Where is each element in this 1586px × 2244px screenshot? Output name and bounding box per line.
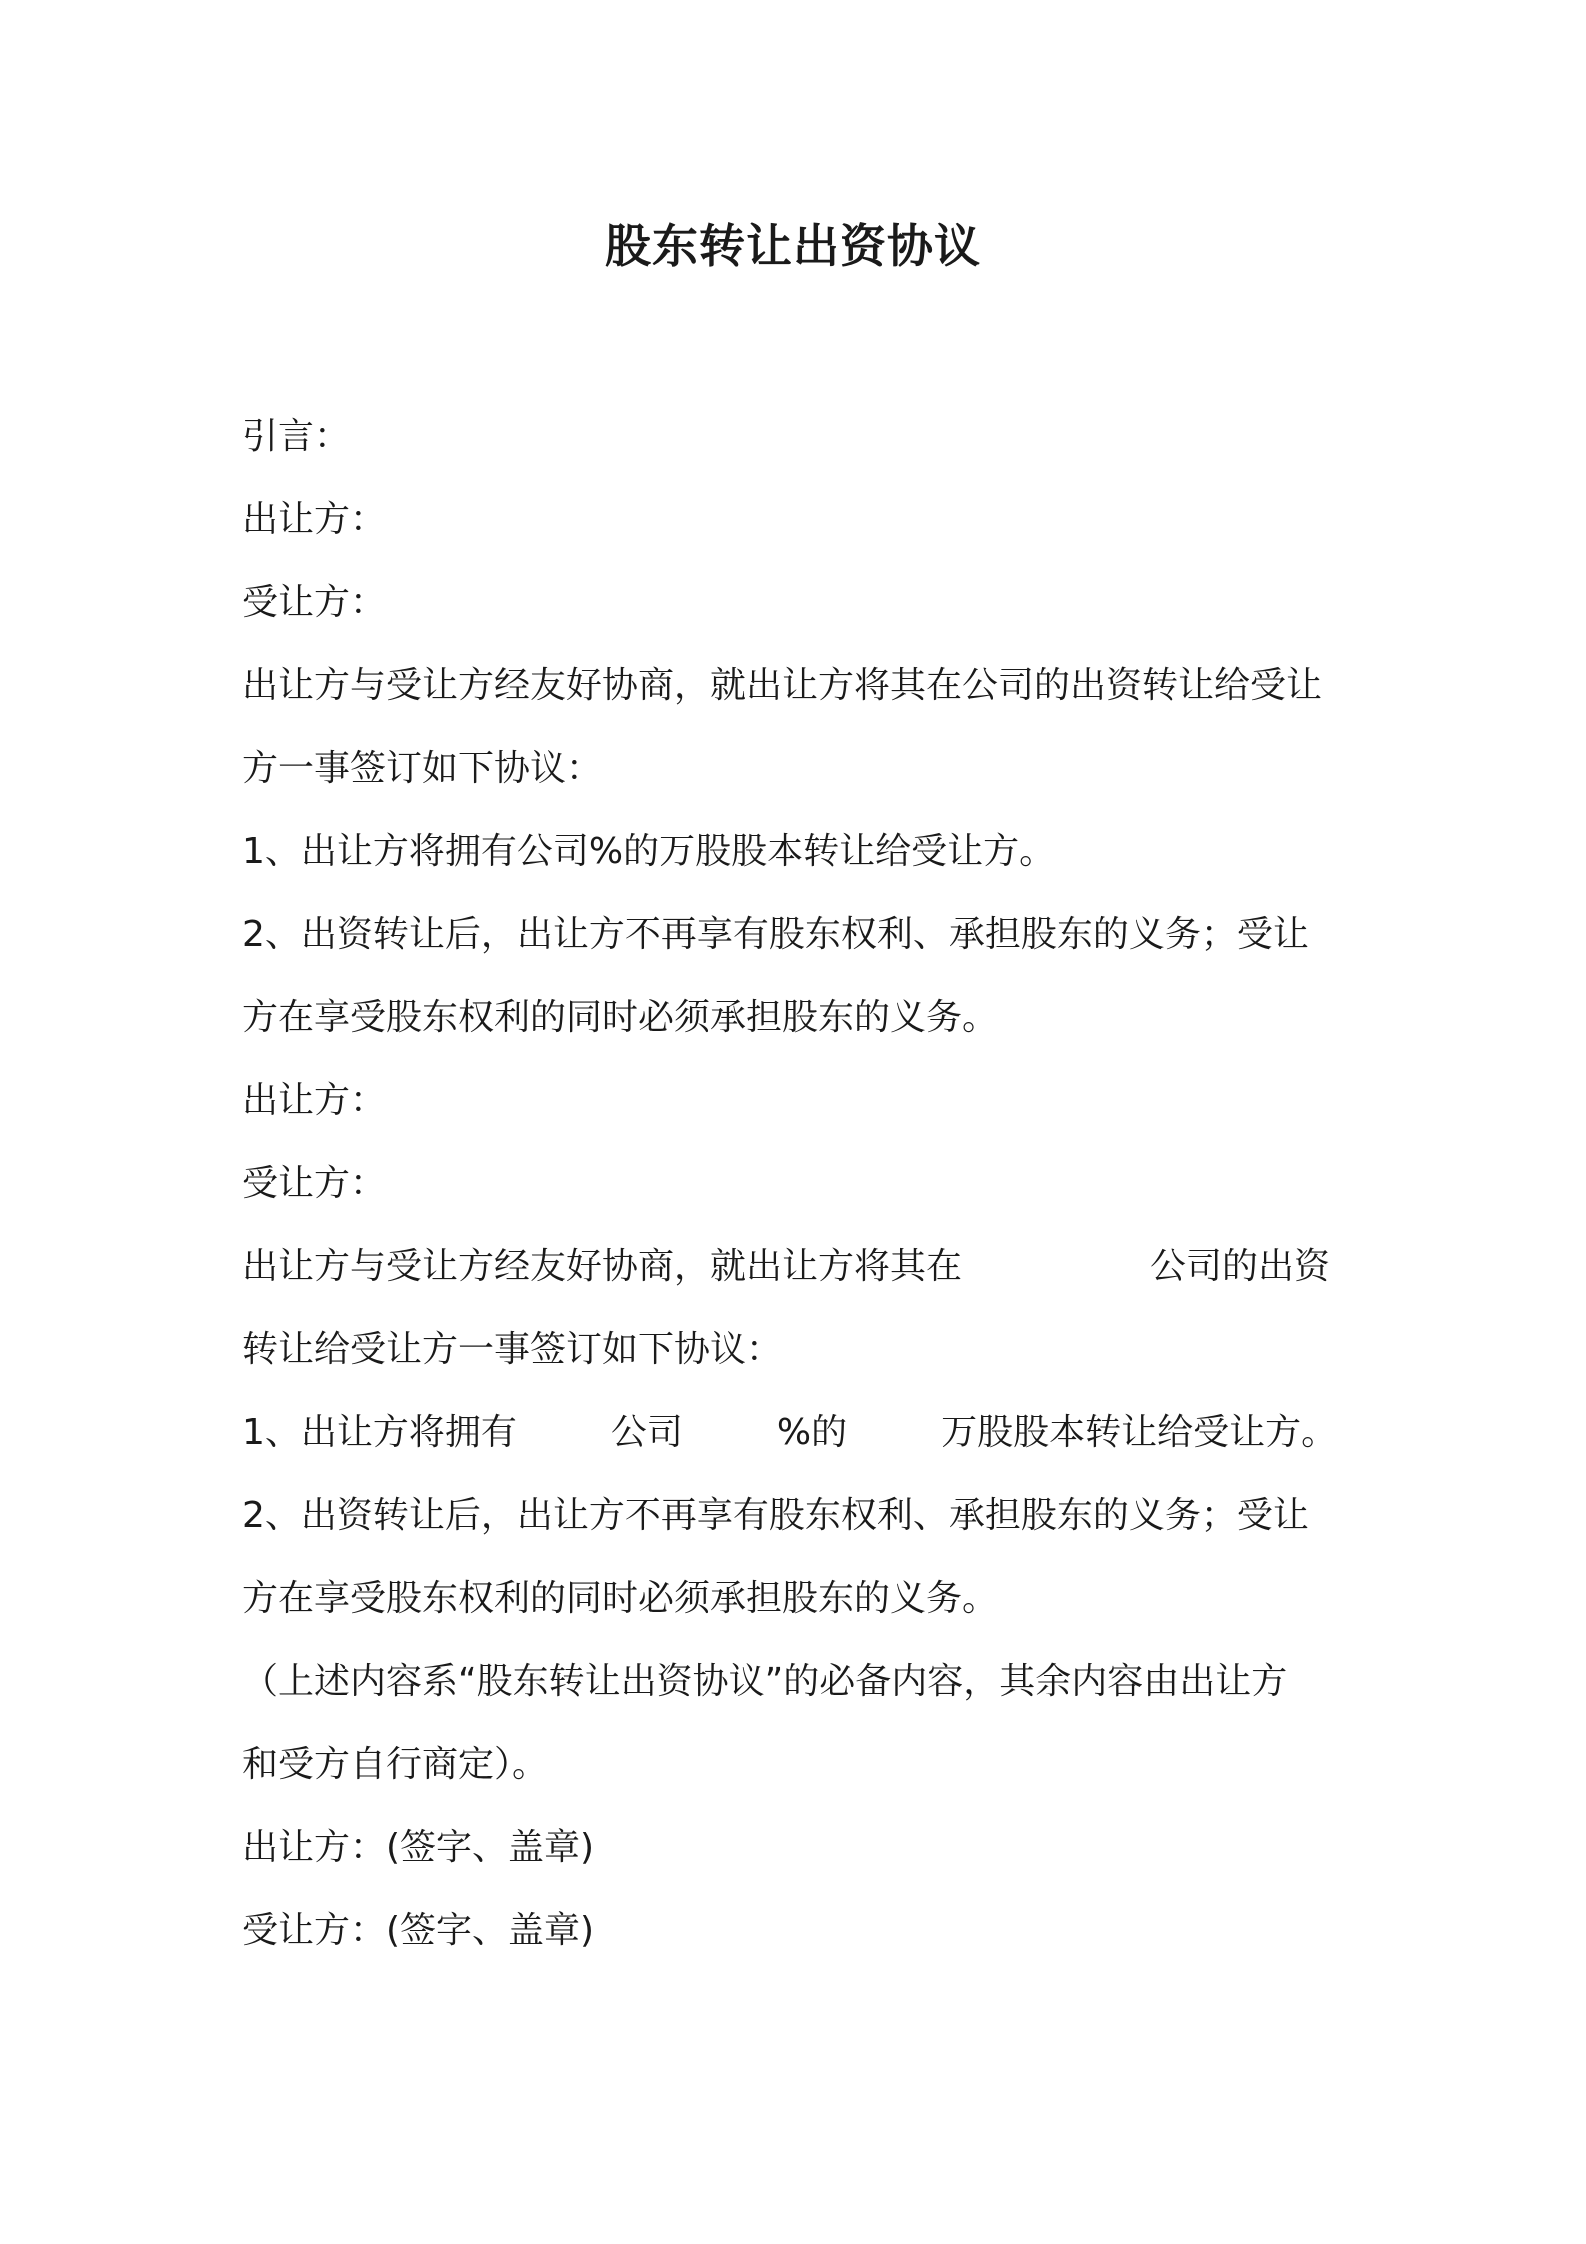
section1-clause2-line1: 2、出资转让后，出让方不再享有股东权利、承担股东的义务；受让	[242, 914, 1309, 955]
clause1-text-b: 公司	[610, 1412, 683, 1453]
section2-preamble-line2: 转让给受让方一事签订如下协议：	[242, 1329, 783, 1370]
clause1-text-a: 1、出让方将拥有	[242, 1412, 517, 1453]
section2-preamble-line1	[242, 1242, 1330, 1292]
signature-transferor: 出让方：(签字、盖章)	[242, 1827, 595, 1868]
clause1-text-d: 万股股本转让给受让方。	[941, 1412, 1338, 1453]
section2-clause2-line1: 2、出资转让后，出让方不再享有股东权利、承担股东的义务；受让	[242, 1495, 1309, 1536]
section2-note-line1: （上述内容系“股东转让出资协议”的必备内容，其余内容由出让方	[242, 1661, 1288, 1702]
signature-transferee: 受让方：(签字、盖章)	[242, 1910, 595, 1951]
section1-clause1: 1、出让方将拥有公司%的万股股本转让给受让方。	[242, 831, 1056, 872]
section2-clause1	[242, 1408, 1337, 1458]
section2-transferee: 受让方：	[242, 1163, 387, 1204]
section2-clause2-line2: 方在享受股东权利的同时必须承担股东的义务。	[242, 1578, 999, 1619]
clause1-text-c: %的	[776, 1412, 848, 1453]
section1-preamble-line2: 方一事签订如下协议：	[242, 748, 603, 789]
section1-clause2-line2: 方在享受股东权利的同时必须承担股东的义务。	[242, 997, 999, 1038]
section1-transferor: 出让方：	[242, 499, 387, 540]
preamble-text-b: 公司的出资	[1150, 1246, 1331, 1287]
section1-preamble-line1: 出让方与受让方经友好协商，就出让方将其在公司的出资转让给受让	[242, 665, 1323, 706]
section1-transferee: 受让方：	[242, 582, 387, 623]
intro-label: 引言：	[242, 416, 351, 457]
section2-transferor: 出让方：	[242, 1080, 387, 1121]
preamble-text-a: 出让方与受让方经友好协商，就出让方将其在	[242, 1246, 963, 1287]
document-title: 股东转让出资协议	[605, 219, 981, 273]
section2-note-line2: 和受方自行商定）。	[242, 1744, 549, 1785]
